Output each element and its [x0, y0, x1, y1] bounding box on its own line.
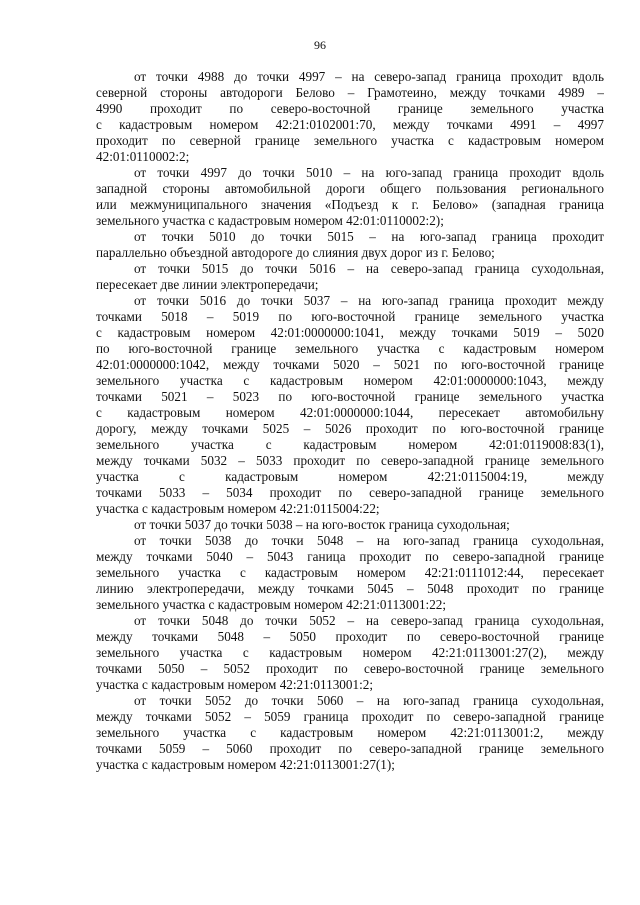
document-body — [96, 69, 604, 773]
text-line: от точки 5010 до точки 5015 – на юго-запад граница проходит — [134, 229, 604, 244]
paragraph — [96, 165, 604, 229]
text-line: точками 5033 – 5034 проходит по северо-западной границе земельного — [96, 485, 604, 500]
text-line: земельного участка с кадастровым номером 42:21:0113001:2, между — [96, 725, 604, 740]
paragraph — [96, 261, 604, 293]
text-line: проходит по северной границе земельного участка с кадастровым номером — [96, 133, 604, 148]
text-line: точками 5018 – 5019 по юго-восточной границе земельного участка — [96, 309, 604, 324]
text-line: с кадастровым номером 42:01:0000000:1044, пересекает автомобильну — [96, 405, 604, 420]
paragraph — [96, 693, 604, 773]
text-line: земельного участка с кадастровым номером 42:21:0111012:44, пересекает — [96, 565, 604, 580]
text-line: точками 5050 – 5052 проходит по северо-восточной границе земельного — [96, 661, 604, 676]
text-line: между точками 5040 – 5043 ганица проходит по северо-западной границе — [96, 549, 604, 564]
text-line: земельного участка с кадастровым номером 42:21:0113001:27(2), между — [96, 645, 604, 660]
paragraph — [96, 293, 604, 517]
text-line: участка с кадастровым номером 42:21:0115004:19, между — [96, 469, 604, 484]
text-line: пересекает две линии электропередачи; — [96, 277, 319, 292]
text-line: с кадастровым номером 42:21:0102001:70, между точками 4991 – 4997 — [96, 117, 604, 132]
text-line: между точками 5052 – 5059 граница проходит по северо-западной границе — [96, 709, 604, 724]
text-line: северной стороны автодороги Белово – Грамотеино, между точками 4989 – — [96, 85, 604, 100]
text-line: между точками 5032 – 5033 проходит по северо-западной границе земельного — [96, 453, 604, 468]
paragraph — [96, 229, 604, 261]
text-line: с кадастровым номером 42:01:0000000:1041, между точками 5019 – 5020 — [96, 325, 604, 340]
paragraph — [96, 613, 604, 693]
text-line: по юго-восточной границе земельного участка с кадастровым номером — [96, 341, 604, 356]
text-line: параллельно объездной автодороге до слияния двух дорог из г. Белово; — [96, 245, 495, 260]
text-line: западной стороны автомобильной дороги общего пользования регионального — [96, 181, 604, 196]
text-line: земельного участка с кадастровым номером 42:21:0113001:22; — [96, 597, 447, 612]
text-line: между точками 5048 – 5050 проходит по северо-восточной границе — [96, 629, 604, 644]
text-line: от точки 4988 до точки 4997 – на северо-запад граница проходит вдоль — [134, 69, 604, 84]
text-line: от точки 5015 до точки 5016 – на северо-запад граница суходольная, — [134, 261, 604, 276]
text-line: точками 5021 – 5023 по юго-восточной границе земельного участка — [96, 389, 604, 404]
text-line: участка с кадастровым номером 42:21:0113001:2; — [96, 677, 373, 692]
page-number: 96 — [314, 38, 326, 52]
text-line: точками 5059 – 5060 проходит по северо-западной границе земельного — [96, 741, 604, 756]
text-line: земельного участка с кадастровым номером 42:01:0110002:2); — [96, 213, 444, 228]
text-line: 4990 проходит по северо-восточной границе земельного участка — [96, 101, 604, 116]
text-line: от точки 5016 до точки 5037 – на юго-запад граница проходит между — [134, 293, 604, 308]
text-line: 42:01:0000000:1042, между точками 5020 – 5021 по юго-восточной границе — [96, 357, 604, 372]
text-line: линию электропередачи, между точками 5045 – 5048 проходит по границе — [96, 581, 604, 596]
text-line: дорогу, между точками 5025 – 5026 проходит по юго-восточной границе — [96, 421, 604, 436]
text-line: от точки 5038 до точки 5048 – на юго-запад граница суходольная, — [134, 533, 604, 548]
text-line: от точки 5052 до точки 5060 – на юго-запад граница суходольная, — [134, 693, 604, 708]
text-line: земельного участка с кадастровым номером 42:01:0119008:83(1), — [96, 437, 604, 452]
text-line: или межмуниципального значения «Подъезд к г. Белово» (западная граница — [96, 197, 604, 212]
paragraph — [96, 517, 604, 533]
text-line: земельного участка с кадастровым номером 42:01:0000000:1043, между — [96, 373, 604, 388]
text-line: участка с кадастровым номером 42:21:0113001:27(1); — [96, 757, 395, 772]
text-line: от точки 5037 до точки 5038 – на юго-восток граница суходольная; — [134, 517, 510, 532]
text-line: 42:01:0110002:2; — [96, 149, 190, 164]
paragraph — [96, 69, 604, 165]
text-line: участка с кадастровым номером 42:21:0115004:22; — [96, 501, 380, 516]
text-line: от точки 5048 до точки 5052 – на северо-запад граница суходольная, — [134, 613, 604, 628]
paragraph — [96, 533, 604, 613]
text-line: от точки 4997 до точки 5010 – на юго-запад граница проходит вдоль — [134, 165, 604, 180]
